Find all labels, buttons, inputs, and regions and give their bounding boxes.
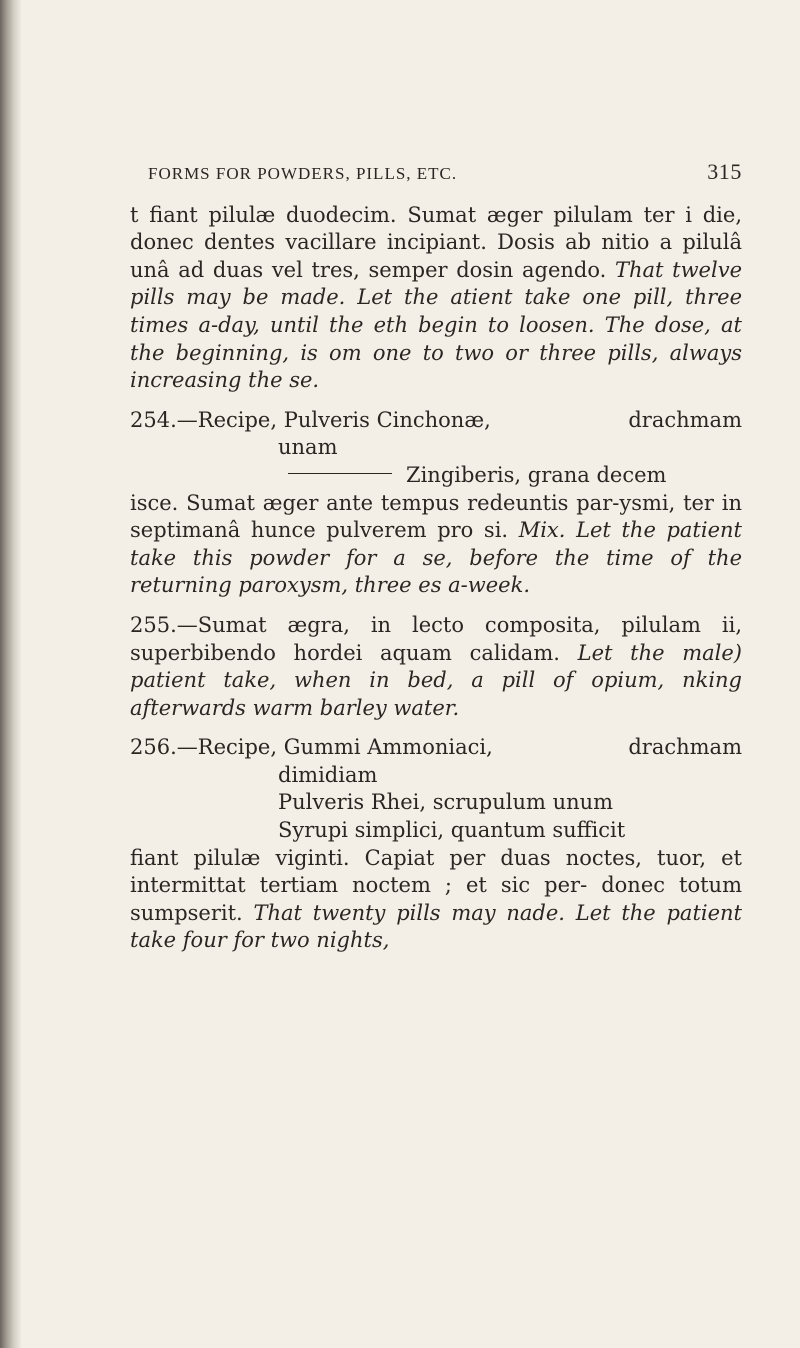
running-header [148,158,742,188]
entry-255-english: Let the male) patient take, when in bed, a pill of opium, nking afterwards warm barley water. [130,640,742,720]
entry-continued-latin: t fiant pilulæ duodecim. Sumat æger pilulam ter i die, donec dentes vacillare incipiant. Dosis ab nitio a pilulâ unâ ad duas vel tres, semper dosin agendo. [130,202,742,282]
entry-254-line3: Zingiberis, grana decem [406,462,667,487]
entry-255-latin: —Sumat ægra, in lecto composita, pilulam ii, superbibendo hordei aquam calidam. [130,612,742,665]
header-title: FORMS FOR POWDERS, PILLS, ETC. [148,164,458,183]
entry-256-line2: dimidiam [278,762,378,787]
entry-254-mix: Mix. [518,518,566,543]
entry-254-measure: drachmam [628,407,742,432]
entry-continued-english: That twelve pills may be made. Let the atient take one pill, three times a-day, until the eth begin to loosen. The dose, at the beginning, is om one to two or three pills, always increasing the se. [130,257,742,393]
entry-254-latin: isce. Sumat æger ante tempus redeuntis par-ysmi, ter in septimanâ hunce pulverem pro si. [130,490,742,543]
entry-254-recipe-line [130,407,742,435]
entry-256 [130,734,742,955]
entry-254-ingredient-line [130,462,742,490]
entry-254-line2: unam [278,435,338,460]
page-number: 315 [707,159,742,184]
ditto-dash [288,473,392,474]
entry-254-number: 254. [130,407,177,432]
book-page [130,158,742,955]
entry-256-latin: fiant pilulæ viginti. Capiat per duas noctes, tuor, et intermittat tertiam noctem ; et sic per- donec totum sumpserit. [130,845,742,925]
entry-255-paragraph [130,612,742,722]
entry-256-recipe: —Recipe, Gummi Ammoniaci, [176,735,493,760]
entry-256-measure: drachmam [628,735,742,760]
entry-255-number: 255. [130,612,177,637]
entry-254 [130,407,742,600]
book-binding-shadow [0,0,22,1348]
entry-256-english: That twenty pills may nade. Let the patient take four for two nights, [130,900,742,953]
entry-256-recipe-line [130,734,742,762]
entry-256-number: 256. [130,735,177,760]
entry-256-line3: Pulveris Rhei, scrupulum unum [278,790,614,815]
entry-254-recipe: —Recipe, Pulveris Cinchonæ, [176,407,491,432]
entry-254-paragraph [130,490,742,600]
entry-255 [130,612,742,722]
entry-256-line4: Syrupi simplici, quantum sufficit [278,818,626,843]
entry-256-paragraph [130,845,742,955]
entry-continued-paragraph [130,202,742,395]
entry-254-english: Let the patient take this powder for a se, before the time of the returning paroxysm, three es a-week. [130,518,742,598]
